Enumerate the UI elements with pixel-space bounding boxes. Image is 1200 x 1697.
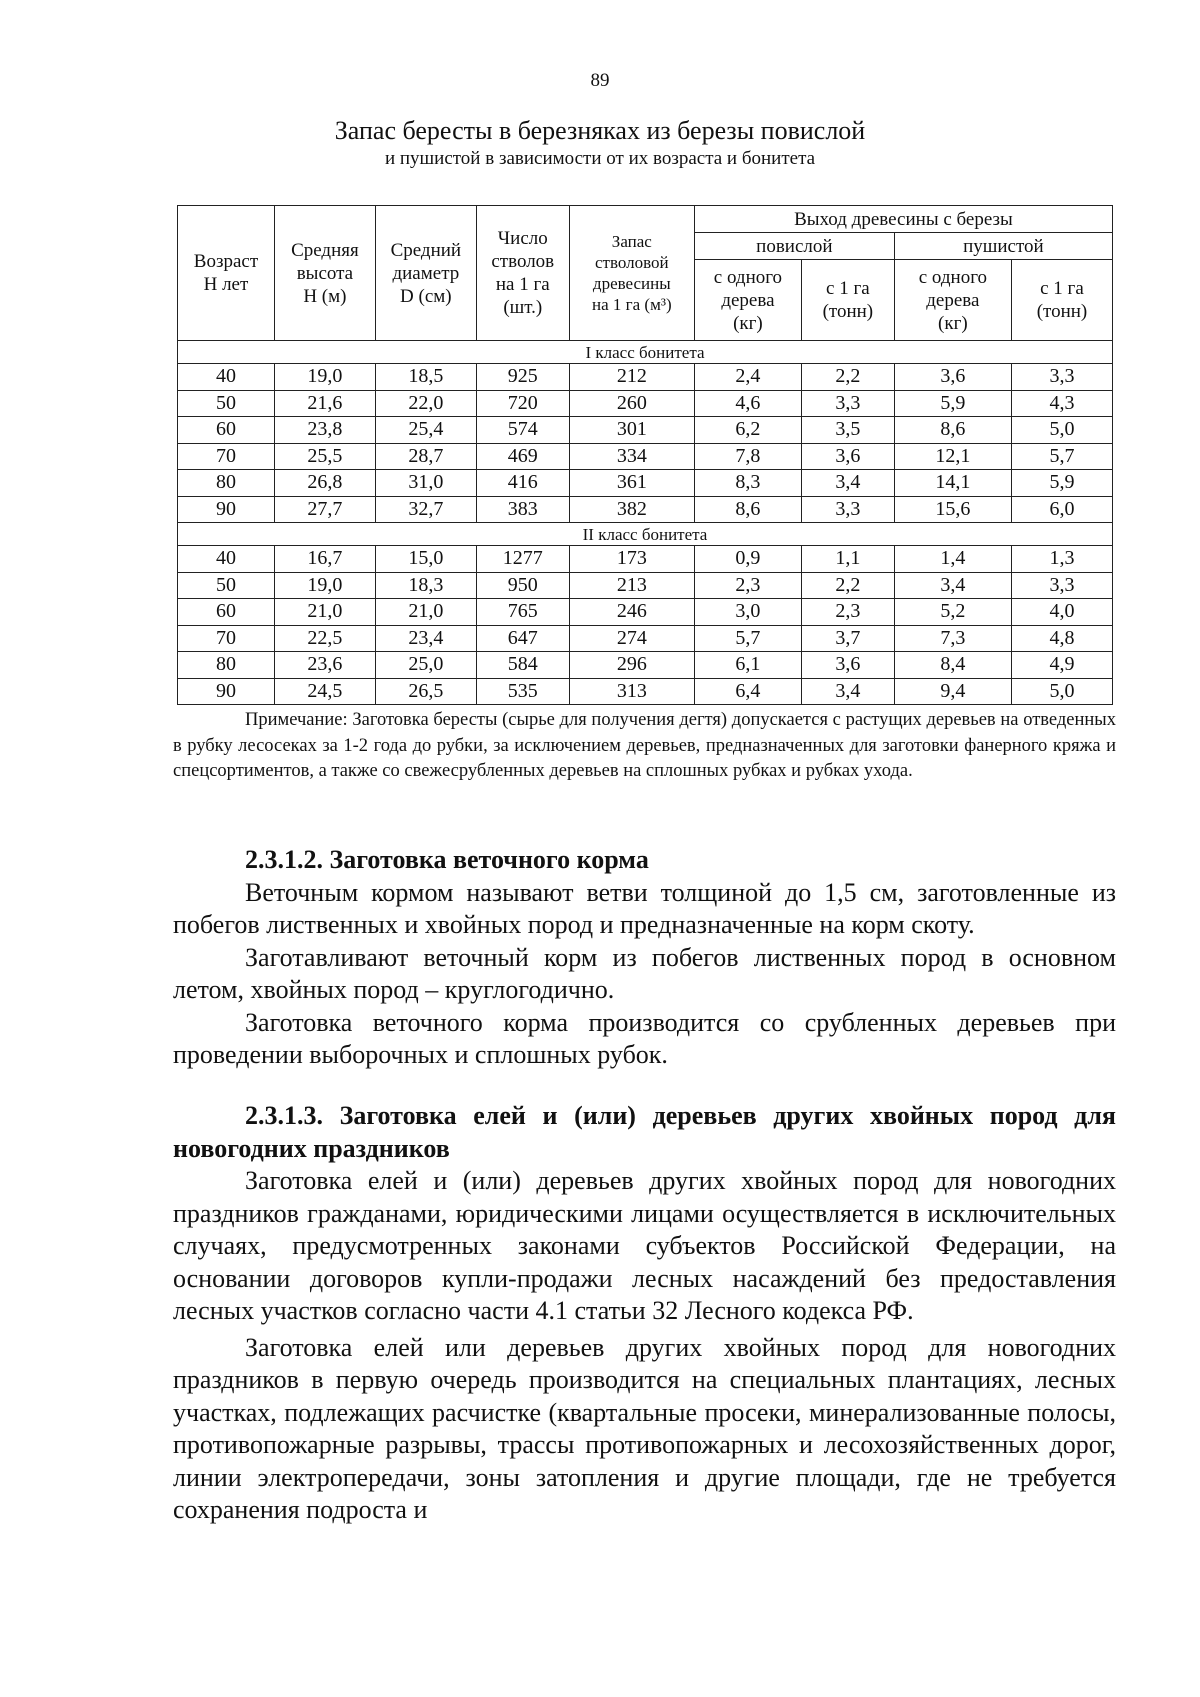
table-group-label: II класс бонитета (178, 523, 1113, 546)
table-cell: 70 (178, 443, 275, 470)
table-cell: 60 (178, 599, 275, 626)
table-cell: 1277 (476, 546, 569, 573)
table-cell: 6,0 (1011, 496, 1112, 523)
table-cell: 21,6 (274, 390, 375, 417)
table-cell: 40 (178, 546, 275, 573)
table-cell: 80 (178, 470, 275, 497)
table-cell: 3,6 (894, 364, 1011, 391)
table-cell: 3,6 (801, 443, 894, 470)
table-cell: 416 (476, 470, 569, 497)
table-cell: 19,0 (274, 364, 375, 391)
table-cell: 535 (476, 678, 569, 705)
table-cell: 22,0 (375, 390, 476, 417)
table-row (178, 470, 1113, 497)
header-povislaya-per-ha: с 1 га (тонн) (801, 260, 894, 341)
table-cell: 23,4 (375, 625, 476, 652)
header-pushistaya: пушистой (894, 233, 1112, 260)
table-cell: 5,2 (894, 599, 1011, 626)
table-cell: 2,2 (801, 572, 894, 599)
table-cell: 3,5 (801, 417, 894, 444)
table-cell: 361 (569, 470, 694, 497)
table-cell: 647 (476, 625, 569, 652)
table-cell: 574 (476, 417, 569, 444)
table-cell: 720 (476, 390, 569, 417)
table-subtitle: и пушистой в зависимости от их возраста и бонитета (384, 148, 816, 169)
table-cell: 765 (476, 599, 569, 626)
header-diameter: Средний диаметр D (см) (375, 206, 476, 341)
table-cell: 6,4 (694, 678, 801, 705)
table-cell: 26,5 (375, 678, 476, 705)
table-cell: 15,6 (894, 496, 1011, 523)
table-cell: 3,4 (894, 572, 1011, 599)
table-cell: 60 (178, 417, 275, 444)
header-height: Средняя высота Н (м) (274, 206, 375, 341)
table-cell: 584 (476, 652, 569, 679)
table-cell: 382 (569, 496, 694, 523)
table-cell: 246 (569, 599, 694, 626)
table-cell: 296 (569, 652, 694, 679)
paragraph: Веточным кормом называют ветви толщиной до 1,5 см, заготовленные из побегов лиственных и хвойных пород и предназначенные на корм скоту. (173, 877, 1116, 939)
paragraph: Заготовка елей и (или) деревьев других хвойных пород для новогодних праздников гражданами, юридическими лицами осуществляется в исключительных случаях, предусмотренных законами субъектов Российской Федерации, на основании договоров купли-продажи лесных насаждений без предоставления лесных участков согласно части 4.1 статьи 32 Лесного кодекса РФ. (173, 1166, 1116, 1325)
section-heading: 2.3.1.2. Заготовка веточного корма (245, 845, 649, 874)
header-povislaya: повислой (694, 233, 894, 260)
table-cell: 313 (569, 678, 694, 705)
table-row (178, 678, 1113, 705)
table-cell: 5,0 (1011, 417, 1112, 444)
table-cell: 5,0 (1011, 678, 1112, 705)
table-note (173, 708, 1116, 785)
table-cell: 70 (178, 625, 275, 652)
table-cell: 334 (569, 443, 694, 470)
table-group-label: I класс бонитета (178, 341, 1113, 364)
table-cell: 18,5 (375, 364, 476, 391)
table-row (178, 364, 1113, 391)
table-cell: 3,7 (801, 625, 894, 652)
table-cell: 4,0 (1011, 599, 1112, 626)
table-title: Запас бересты в березняках из березы повислой (334, 116, 866, 145)
table-cell: 2,3 (801, 599, 894, 626)
table-cell: 5,7 (1011, 443, 1112, 470)
header-age: Возраст Н лет (178, 206, 275, 341)
table-cell: 3,4 (801, 470, 894, 497)
table-cell: 22,5 (274, 625, 375, 652)
header-povislaya-per-tree: с одного дерева (кг) (694, 260, 801, 341)
table-cell: 21,0 (274, 599, 375, 626)
table-cell: 213 (569, 572, 694, 599)
table-row (178, 390, 1113, 417)
table-cell: 40 (178, 364, 275, 391)
table-cell: 469 (476, 443, 569, 470)
table-cell: 2,4 (694, 364, 801, 391)
table-cell: 301 (569, 417, 694, 444)
table-cell: 27,7 (274, 496, 375, 523)
table-cell: 28,7 (375, 443, 476, 470)
table-row (178, 443, 1113, 470)
table-row (178, 496, 1113, 523)
table-cell: 5,7 (694, 625, 801, 652)
table-cell: 32,7 (375, 496, 476, 523)
table-cell: 2,3 (694, 572, 801, 599)
table-row (178, 546, 1113, 573)
table-row (178, 625, 1113, 652)
header-stock: Запас стволовой древесины на 1 га (м³) (569, 206, 694, 341)
table-cell: 3,3 (801, 390, 894, 417)
table-cell: 26,8 (274, 470, 375, 497)
paragraph: Заготовка веточного корма производится со срубленных деревьев при проведении выборочных и сплошных рубок. (173, 1007, 1116, 1069)
table-cell: 24,5 (274, 678, 375, 705)
header-yield-group: Выход древесины с березы (694, 206, 1112, 233)
table-cell: 4,3 (1011, 390, 1112, 417)
table-cell: 3,4 (801, 678, 894, 705)
table-cell: 18,3 (375, 572, 476, 599)
section-branch-feed (173, 844, 1116, 1072)
table-cell: 0,9 (694, 546, 801, 573)
table-cell: 90 (178, 678, 275, 705)
table-cell: 383 (476, 496, 569, 523)
table-cell: 212 (569, 364, 694, 391)
table-cell: 173 (569, 546, 694, 573)
table-cell: 3,6 (801, 652, 894, 679)
table-cell: 2,2 (801, 364, 894, 391)
table-cell: 1,4 (894, 546, 1011, 573)
table-cell: 90 (178, 496, 275, 523)
section-heading: 2.3.1.3. Заготовка елей и (или) деревьев других хвойных пород для новогодних праздников (173, 1101, 1116, 1163)
birch-bark-table (177, 205, 1113, 705)
table-cell: 15,0 (375, 546, 476, 573)
table-cell: 8,6 (694, 496, 801, 523)
table-cell: 1,1 (801, 546, 894, 573)
table-cell: 5,9 (1011, 470, 1112, 497)
table-cell: 3,3 (1011, 572, 1112, 599)
table-row (178, 417, 1113, 444)
table-cell: 12,1 (894, 443, 1011, 470)
table-cell: 950 (476, 572, 569, 599)
table-cell: 31,0 (375, 470, 476, 497)
table-cell: 16,7 (274, 546, 375, 573)
page-number: 89 (590, 70, 610, 91)
table-cell: 5,9 (894, 390, 1011, 417)
table-cell: 3,3 (801, 496, 894, 523)
table-cell: 4,8 (1011, 625, 1112, 652)
table-cell: 19,0 (274, 572, 375, 599)
table-cell: 274 (569, 625, 694, 652)
table-note-text: Примечание: Заготовка бересты (сырье для получения дегтя) допускается с растущих деревьев на отведенных в рубку лесосеках за 1-2 года до рубки, за исключением деревьев, предназначенных для заготовки фанерного кряжа и спецсортиментов, а также со свежесрубленных деревьев на сплошных рубках и рубках ухода. (173, 710, 1116, 781)
table-cell: 6,2 (694, 417, 801, 444)
table-cell: 1,3 (1011, 546, 1112, 573)
table-cell: 925 (476, 364, 569, 391)
header-pushistaya-per-ha: с 1 га (тонн) (1011, 260, 1112, 341)
table-row (178, 652, 1113, 679)
section-new-year-trees (173, 1100, 1116, 1527)
table-cell: 8,4 (894, 652, 1011, 679)
table-cell: 50 (178, 390, 275, 417)
table-cell: 25,5 (274, 443, 375, 470)
table-cell: 8,3 (694, 470, 801, 497)
table-cell: 7,3 (894, 625, 1011, 652)
table-cell: 4,6 (694, 390, 801, 417)
table-cell: 3,0 (694, 599, 801, 626)
table-cell: 80 (178, 652, 275, 679)
table-cell: 9,4 (894, 678, 1011, 705)
header-stems: Число стволов на 1 га (шт.) (476, 206, 569, 341)
table-row (178, 599, 1113, 626)
table-cell: 23,6 (274, 652, 375, 679)
paragraph: Заготавливают веточный корм из побегов лиственных пород в основном летом, хвойных пород – круглогодично. (173, 942, 1116, 1004)
paragraph: Заготовка елей или деревьев других хвойных пород для новогодних праздников в первую очередь производится на специальных плантациях, лесных участках, подлежащих расчистке (квартальные просеки, минерализованные полосы, противопожарные разрывы, трассы противопожарных и лесохозяйственных дорог, линии электропередачи, зоны затопления и другие площади, где не требуется сохранения подроста и (173, 1332, 1116, 1524)
table-cell: 8,6 (894, 417, 1011, 444)
table-cell: 21,0 (375, 599, 476, 626)
table-cell: 3,3 (1011, 364, 1112, 391)
table-cell: 14,1 (894, 470, 1011, 497)
table-cell: 260 (569, 390, 694, 417)
table-cell: 25,0 (375, 652, 476, 679)
header-pushistaya-per-tree: с одного дерева (кг) (894, 260, 1011, 341)
table-cell: 23,8 (274, 417, 375, 444)
table-cell: 50 (178, 572, 275, 599)
table-cell: 25,4 (375, 417, 476, 444)
table-cell: 6,1 (694, 652, 801, 679)
table-cell: 4,9 (1011, 652, 1112, 679)
table-cell: 7,8 (694, 443, 801, 470)
table-row (178, 572, 1113, 599)
